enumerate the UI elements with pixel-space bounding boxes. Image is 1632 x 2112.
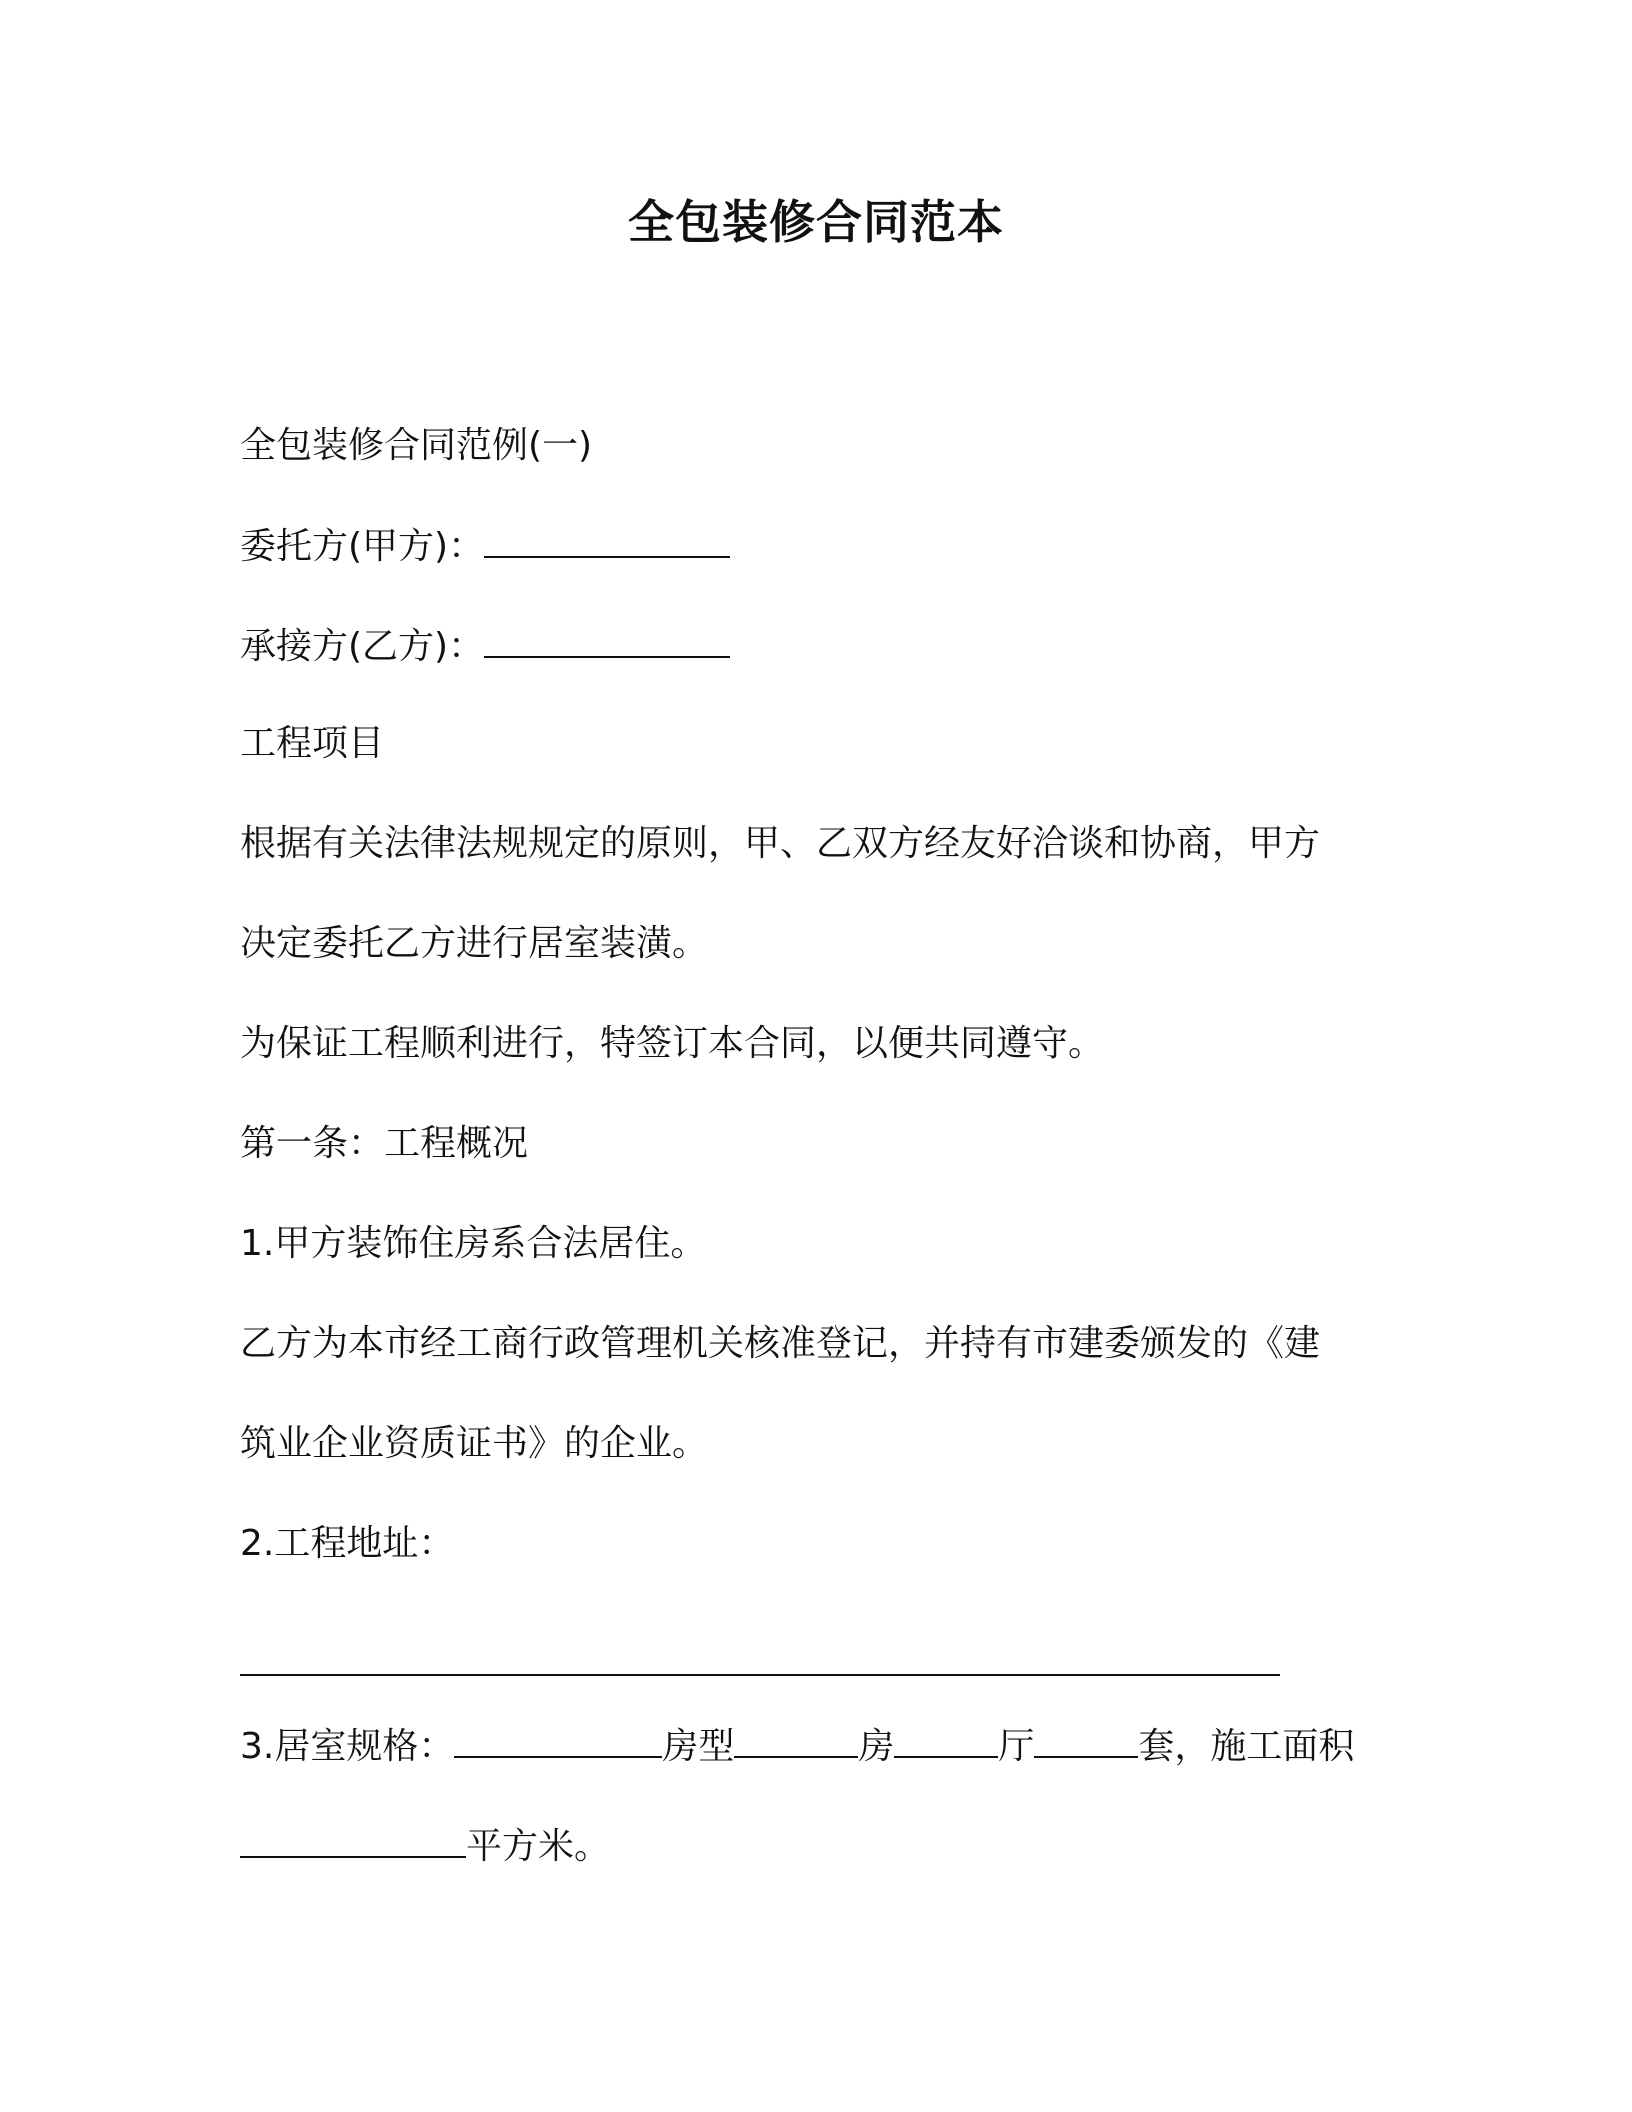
item-3-area-blank — [240, 1822, 466, 1858]
item-3-hall: 厅 — [998, 1726, 1035, 1767]
item-3-prefix: 3.居室规格： — [240, 1726, 455, 1767]
paragraph-1-line-1: 根据有关法律法规规定的原则，甲、乙双方经友好洽谈和协商，甲方 — [240, 823, 1321, 864]
item-3-line-2 — [240, 1822, 610, 1871]
item-3-blank-2 — [734, 1722, 858, 1758]
contract-example-heading: 全包装修合同范例(一) — [240, 425, 593, 466]
paragraph-3-line-2: 筑业企业资质证书》的企业。 — [240, 1423, 709, 1464]
contractor-line — [240, 622, 730, 671]
client-blank — [484, 522, 730, 558]
item-3-line-1 — [240, 1722, 1354, 1771]
item-3-blank-4 — [1034, 1722, 1138, 1758]
item-3-blank-3 — [894, 1722, 998, 1758]
item-3-set: 套，施工面积 — [1138, 1726, 1355, 1767]
item-3-house-type: 房型 — [662, 1726, 735, 1767]
paragraph-3-line-1: 乙方为本市经工商行政管理机关核准登记，并持有市建委颁发的《建 — [240, 1323, 1321, 1364]
item-2: 2.工程地址： — [240, 1523, 455, 1564]
contractor-label: 承接方(乙方)： — [240, 626, 485, 667]
paragraph-2: 为保证工程顺利进行，特签订本合同，以便共同遵守。 — [240, 1023, 1105, 1064]
item-1: 1.甲方装饰住房系合法居住。 — [240, 1223, 707, 1264]
project-heading: 工程项目 — [240, 723, 385, 764]
article-1-title: 第一条：工程概况 — [240, 1123, 529, 1164]
address-blank — [240, 1674, 1280, 1676]
contractor-blank — [484, 622, 730, 658]
client-line — [240, 522, 730, 571]
client-label: 委托方(甲方)： — [240, 526, 485, 567]
item-3-blank-1 — [454, 1722, 662, 1758]
paragraph-1-line-2: 决定委托乙方进行居室装潢。 — [240, 923, 709, 964]
document-title: 全包装修合同范本 — [628, 195, 1004, 249]
item-3-room: 房 — [858, 1726, 895, 1767]
item-3-unit: 平方米。 — [466, 1826, 611, 1867]
